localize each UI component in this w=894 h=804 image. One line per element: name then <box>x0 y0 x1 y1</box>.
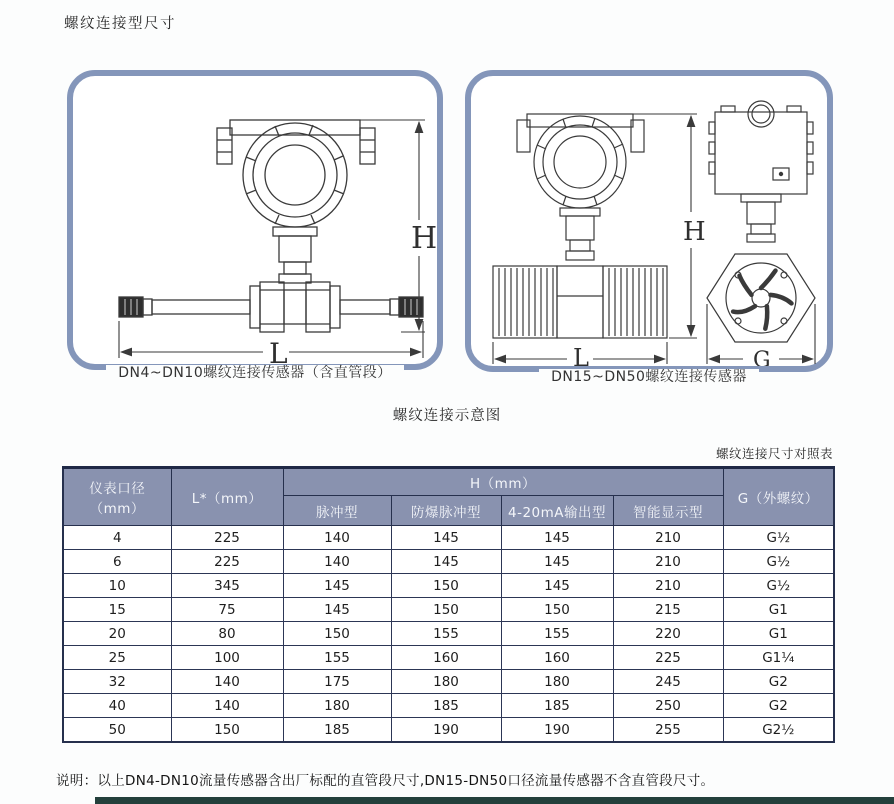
table-cell: 180 <box>501 670 613 694</box>
table-cell: 150 <box>171 718 283 743</box>
l-dimension-label: L <box>269 337 288 364</box>
table-cell: 210 <box>613 526 723 550</box>
table-cell: G2 <box>723 670 834 694</box>
table-cell: 4 <box>63 526 171 550</box>
table-cell: 210 <box>613 574 723 598</box>
end-view-neck <box>741 194 781 242</box>
table-cell: 180 <box>391 670 501 694</box>
hex-fitting-with-rotor <box>707 254 815 342</box>
table-cell: 160 <box>391 646 501 670</box>
table-row <box>63 574 834 598</box>
table-cell: 225 <box>171 526 283 550</box>
table-cell: 215 <box>613 598 723 622</box>
table-cell: G2½ <box>723 718 834 743</box>
table-cell: 140 <box>283 526 391 550</box>
table-cell: 40 <box>63 694 171 718</box>
table-cell: 150 <box>501 598 613 622</box>
header-smart-display-type: 智能显示型 <box>613 496 723 526</box>
side-view-transmitter-head <box>517 114 644 208</box>
table-cell: 80 <box>171 622 283 646</box>
thread-dimension-table <box>62 466 835 743</box>
table-cell: 150 <box>391 574 501 598</box>
footnote: 说明：以上DN4-DN10流量传感器含出厂标配的直管段尺寸,DN15-DN50口径流量传感器不含直管段尺寸。 <box>56 773 715 789</box>
table-cell: 175 <box>283 670 391 694</box>
header-thread: G（外螺纹） <box>723 468 834 526</box>
figure-box-dn15-dn50 <box>465 70 833 372</box>
table-row <box>63 694 834 718</box>
header-pulse-type: 脉冲型 <box>283 496 391 526</box>
table-cell: 150 <box>283 622 391 646</box>
figure-box-dn4-dn10 <box>67 70 443 370</box>
table-cell: 145 <box>391 550 501 574</box>
figure-caption-dn15-dn50: DN15~DN50螺纹连接传感器 <box>465 366 833 386</box>
table-cell: 25 <box>63 646 171 670</box>
schematic-caption: 螺纹连接示意图 <box>392 408 502 424</box>
figure-caption-dn4-dn10: DN4~DN10螺纹连接传感器（含直管段） <box>67 362 443 382</box>
table-cell: 10 <box>63 574 171 598</box>
sensor-neck <box>273 227 317 283</box>
page-title: 螺纹连接型尺寸 <box>64 16 176 32</box>
table-cell: G1 <box>723 622 834 646</box>
table-cell: G½ <box>723 526 834 550</box>
table-cell: 160 <box>501 646 613 670</box>
table-cell: 155 <box>391 622 501 646</box>
l-dimension <box>119 321 423 364</box>
table-cell: 225 <box>171 550 283 574</box>
dn15-dn50-sensor-drawing <box>471 76 827 366</box>
table-cell: 100 <box>171 646 283 670</box>
dn4-dn10-sensor-drawing <box>73 76 437 364</box>
table-row <box>63 646 834 670</box>
table-row <box>63 718 834 743</box>
header-explosionproof-pulse-type: 防爆脉冲型 <box>391 496 501 526</box>
table-cell: 155 <box>283 646 391 670</box>
table-row <box>63 598 834 622</box>
g-dimension-label: G <box>753 348 771 366</box>
table-cell: 190 <box>391 718 501 743</box>
table-cell: 20 <box>63 622 171 646</box>
table-cell: 50 <box>63 718 171 743</box>
table-cell: 140 <box>171 694 283 718</box>
table-cell: G½ <box>723 574 834 598</box>
table-cell: G½ <box>723 550 834 574</box>
table-cell: 250 <box>613 694 723 718</box>
header-4-20ma-output-type: 4-20mA输出型 <box>501 496 613 526</box>
table-cell: 180 <box>283 694 391 718</box>
side-view-neck <box>560 208 600 260</box>
pipe-assembly <box>119 282 423 332</box>
table-cell: 185 <box>501 694 613 718</box>
table-cell: 150 <box>391 598 501 622</box>
table-header <box>63 468 834 526</box>
table-cell: G1¼ <box>723 646 834 670</box>
table-cell: 210 <box>613 550 723 574</box>
table-cell: 185 <box>283 718 391 743</box>
table-cell: 140 <box>171 670 283 694</box>
table-row <box>63 526 834 550</box>
table-cell: 145 <box>391 526 501 550</box>
header-length: L*（mm） <box>171 468 283 526</box>
end-view-transmitter-body <box>709 101 813 194</box>
table-cell: 140 <box>283 550 391 574</box>
table-cell: G1 <box>723 598 834 622</box>
table-cell: 145 <box>283 598 391 622</box>
table-cell: 15 <box>63 598 171 622</box>
table-row <box>63 550 834 574</box>
table-cell: 190 <box>501 718 613 743</box>
table-row <box>63 670 834 694</box>
table-cell: 155 <box>501 622 613 646</box>
table-cell: 32 <box>63 670 171 694</box>
table-cell: 245 <box>613 670 723 694</box>
table-cell: 145 <box>501 574 613 598</box>
table-cell: 145 <box>283 574 391 598</box>
table-cell: 220 <box>613 622 723 646</box>
g-dimension <box>707 304 815 366</box>
transmitter-head <box>217 120 375 227</box>
table-cell: 225 <box>613 646 723 670</box>
h-dimension <box>631 114 706 338</box>
table-cell: 255 <box>613 718 723 743</box>
scan-edge-strip <box>95 797 894 804</box>
threaded-pipe-body <box>493 266 667 338</box>
l-dimension <box>493 342 667 366</box>
table-cell: 145 <box>501 550 613 574</box>
bezel-scallops <box>246 125 344 224</box>
bezel-scallops <box>537 118 623 205</box>
table-body <box>63 526 834 743</box>
h-dimension-label: H <box>683 217 706 247</box>
table-cell: 145 <box>501 526 613 550</box>
header-h-group: H（mm） <box>283 468 723 496</box>
table-cell: 185 <box>391 694 501 718</box>
turbine-blades <box>733 271 791 329</box>
table-cell: 6 <box>63 550 171 574</box>
l-dimension-label: L <box>573 344 589 366</box>
table-cell: 345 <box>171 574 283 598</box>
h-dimension-label: H <box>411 221 437 256</box>
table-row <box>63 622 834 646</box>
table-cell: G2 <box>723 694 834 718</box>
table-title: 螺纹连接尺寸对照表 <box>715 446 833 461</box>
header-diameter: 仪表口径 （mm） <box>63 468 171 526</box>
table-cell: 75 <box>171 598 283 622</box>
